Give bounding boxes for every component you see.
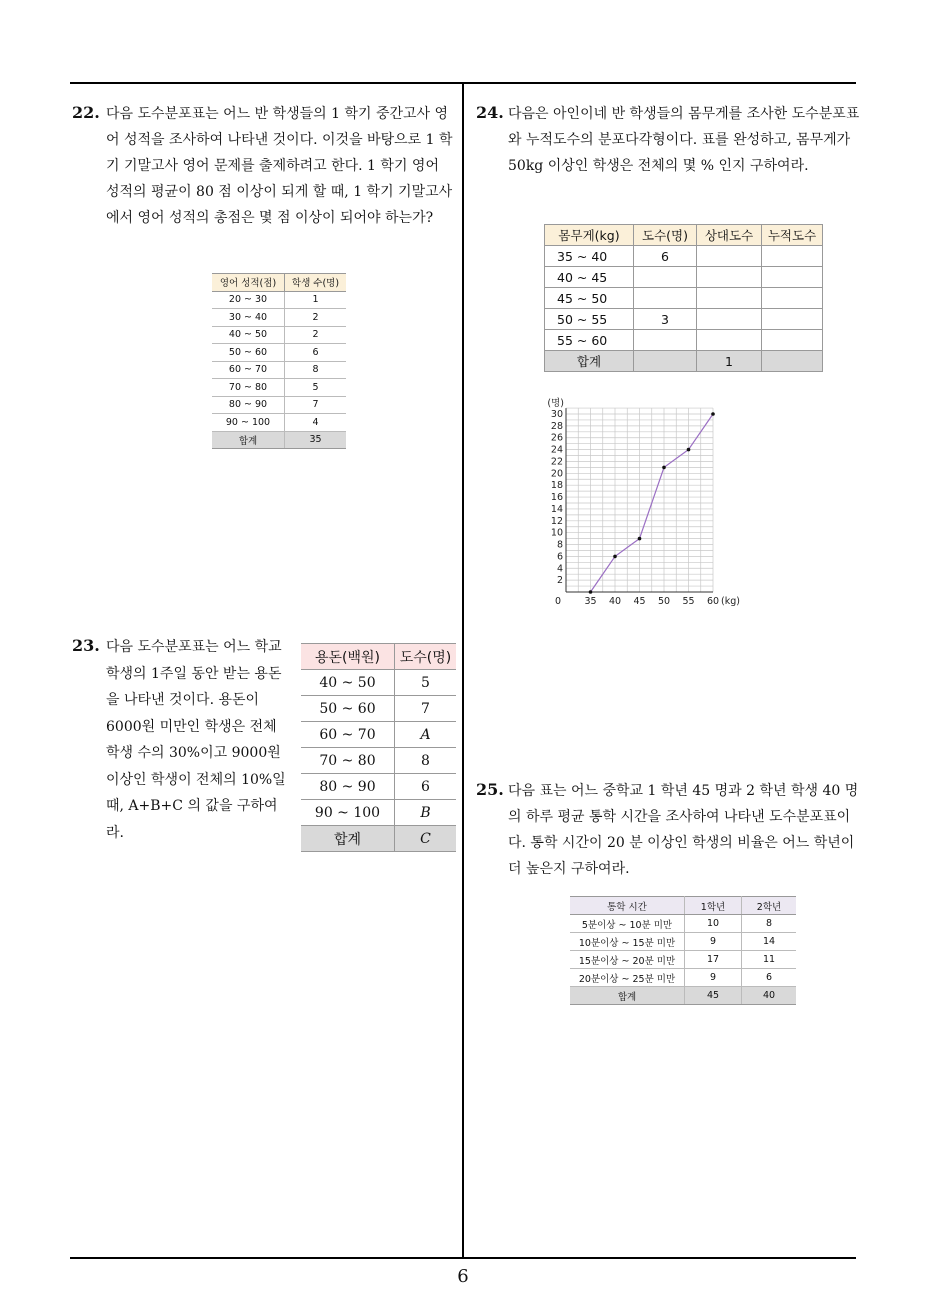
x-tick-label: 45: [633, 596, 646, 607]
allowance-frequency-table: [301, 643, 456, 852]
x-tick-label: 35: [584, 596, 597, 607]
y-tick-label: 24: [550, 444, 563, 456]
y-tick-label: 22: [550, 456, 563, 468]
table-cell: 40 ~ 50: [212, 326, 285, 344]
table-cell: 9: [685, 933, 742, 951]
y-tick-label: 20: [550, 468, 563, 480]
bottom-rule: [70, 1257, 856, 1259]
total-value: C: [395, 826, 457, 852]
y-tick-label: 14: [550, 503, 563, 515]
table-cell: 50 ~ 55: [545, 309, 634, 330]
table-cell: 70 ~ 80: [212, 379, 285, 397]
table-cell: 80 ~ 90: [301, 774, 395, 800]
question-number: 24.: [476, 103, 504, 122]
total-value: 35: [285, 431, 347, 449]
table-cell: 6: [285, 344, 347, 362]
table-cell: 7: [395, 696, 457, 722]
total-label: 합계: [545, 351, 634, 372]
table-cell: 20 ~ 30: [212, 291, 285, 309]
table-cell: 5: [285, 379, 347, 397]
col-header: 1학년: [685, 897, 742, 915]
table-cell: 17: [685, 951, 742, 969]
y-axis-label: (명): [547, 398, 564, 410]
col-header: 2학년: [742, 897, 797, 915]
table-cell: 4: [285, 414, 347, 432]
table-cell: 8: [395, 748, 457, 774]
table-cell: 2: [285, 326, 347, 344]
table-cell: 35 ~ 40: [545, 246, 634, 267]
question-text: [106, 101, 456, 231]
x-tick-label: 40: [608, 596, 622, 607]
table-cell: [634, 267, 697, 288]
table-cell: 3: [634, 309, 697, 330]
y-tick-label: 28: [550, 420, 563, 432]
question-24-text: 다음은 아인이네 반 학생들의 몸무게를 조사한 도수분포표와 누적도수의 분포다각형이다. 표를 완성하고, 몸무게가 50kg 이상인 학생은 전체의 몇 % 인지 구하여라.: [508, 106, 860, 174]
y-tick-label: 26: [550, 432, 563, 444]
table-cell: 70 ~ 80: [301, 748, 395, 774]
table-cell: 60 ~ 70: [212, 361, 285, 379]
y-tick-label: 2: [556, 575, 563, 587]
cumulative-frequency-polygon: [536, 394, 740, 612]
table-cell: 40 ~ 45: [545, 267, 634, 288]
data-point: [711, 412, 715, 416]
table-cell: [762, 267, 823, 288]
page-number: 6: [457, 1266, 469, 1287]
data-point: [613, 555, 617, 559]
total-value: 40: [742, 987, 797, 1005]
commute-frequency-table: [570, 896, 796, 1005]
table-cell: 7: [285, 396, 347, 414]
score-frequency-table: [212, 273, 346, 449]
weight-frequency-table: [544, 224, 823, 372]
total-label: 합계: [570, 987, 685, 1005]
table-cell: 1: [285, 291, 347, 309]
col-header: 누적도수: [762, 225, 823, 246]
col-header: 도수(명): [634, 225, 697, 246]
col-header: 용돈(백원): [301, 644, 395, 670]
col-header: 통학 시간: [570, 897, 685, 915]
table-cell: 6: [742, 969, 797, 987]
table-cell: [697, 267, 762, 288]
table-cell: 9: [685, 969, 742, 987]
table-cell: 8: [742, 915, 797, 933]
x-tick-label: 60: [706, 596, 720, 607]
table-cell: 30 ~ 40: [212, 309, 285, 327]
table-cell: 8: [285, 361, 347, 379]
y-tick-label: 4: [556, 563, 563, 575]
y-tick-label: 8: [556, 539, 563, 551]
col-header: 상대도수: [697, 225, 762, 246]
table-cell: 50 ~ 60: [301, 696, 395, 722]
question-number: 22.: [72, 103, 100, 122]
table-cell: [762, 330, 823, 351]
table-cell: [762, 246, 823, 267]
table-cell: 10: [685, 915, 742, 933]
table-cell: 11: [742, 951, 797, 969]
table-cell: 55 ~ 60: [545, 330, 634, 351]
table-cell: A: [395, 722, 457, 748]
question-25-text: 다음 표는 어느 중학교 1 학년 45 명과 2 학년 학생 40 명의 하루 평균 통학 시간을 조사하여 나타낸 도수분포표이다. 통학 시간이 20 분 이상인 학생의 비율은 어느 학년이 더 높은지 구하여라.: [508, 783, 859, 877]
column-divider: [462, 82, 464, 1258]
data-point: [687, 448, 691, 452]
table-cell: [697, 288, 762, 309]
x-axis-label: (kg): [721, 596, 740, 607]
y-tick-label: 30: [550, 409, 563, 420]
data-point: [589, 590, 593, 594]
data-point: [662, 466, 666, 470]
table-cell: [634, 288, 697, 309]
question-number: 23.: [72, 636, 100, 655]
question-23-text: 다음 도수분포표는 어느 학교 학생의 1주일 동안 받는 용돈을 나타낸 것이다. 용돈이 6000원 미만인 학생은 전체 학생 수의 30%이고 9000원 이상인 학생이 전체의 10%일 때, A+B+C 의 값을 구하여라.: [106, 639, 286, 841]
y-tick-label: 16: [550, 492, 563, 504]
table-cell: 80 ~ 90: [212, 396, 285, 414]
question-text: [508, 778, 860, 882]
col-header: 학생 수(명): [285, 274, 347, 292]
question-22-text: 다음 도수분포표는 어느 반 학생들의 1 학기 중간고사 영어 성적을 조사하여 나타낸 것이다. 이것을 바탕으로 1 학기 기말고사 영어 문제를 출제하려고 한다. 1 학기 영어 성적의 평균이 80 점 이상이 되게 할 때, 1 학기 기말고사에서 영어 성적의 총점은 몇 점 이상이 되어야 하는가?: [106, 106, 453, 226]
y-tick-label: 12: [550, 515, 563, 527]
table-cell: 90 ~ 100: [212, 414, 285, 432]
table-cell: 6: [395, 774, 457, 800]
question-text: [508, 101, 860, 179]
question-text: [106, 634, 288, 846]
col-header: 영어 성적(점): [212, 274, 285, 292]
col-header: 도수(명): [395, 644, 457, 670]
table-cell: [697, 246, 762, 267]
table-cell: 60 ~ 70: [301, 722, 395, 748]
table-cell: [762, 351, 823, 372]
table-cell: 50 ~ 60: [212, 344, 285, 362]
table-cell: 15분이상 ~ 20분 미만: [570, 951, 685, 969]
col-header: 몸무게(kg): [545, 225, 634, 246]
table-cell: [634, 351, 697, 372]
total-label: 합계: [212, 431, 285, 449]
table-cell: 6: [634, 246, 697, 267]
origin-label: 0: [554, 596, 562, 607]
total-label: 합계: [301, 826, 395, 852]
total-relative: 1: [697, 351, 762, 372]
table-cell: [697, 330, 762, 351]
table-cell: 10분이상 ~ 15분 미만: [570, 933, 685, 951]
x-tick-label: 50: [657, 596, 671, 607]
table-cell: B: [395, 800, 457, 826]
table-cell: 90 ~ 100: [301, 800, 395, 826]
table-cell: 5분이상 ~ 10분 미만: [570, 915, 685, 933]
y-tick-label: 18: [550, 480, 563, 492]
table-cell: 2: [285, 309, 347, 327]
table-cell: 14: [742, 933, 797, 951]
x-tick-label: 55: [682, 596, 695, 607]
total-value: 45: [685, 987, 742, 1005]
table-cell: 20분이상 ~ 25분 미만: [570, 969, 685, 987]
question-number: 25.: [476, 780, 504, 799]
table-cell: 5: [395, 670, 457, 696]
table-cell: [762, 288, 823, 309]
table-cell: [762, 309, 823, 330]
y-tick-label: 6: [556, 551, 563, 563]
y-tick-label: 10: [550, 527, 563, 539]
table-cell: 40 ~ 50: [301, 670, 395, 696]
table-cell: [697, 309, 762, 330]
data-point: [638, 537, 642, 541]
table-cell: [634, 330, 697, 351]
table-cell: 45 ~ 50: [545, 288, 634, 309]
